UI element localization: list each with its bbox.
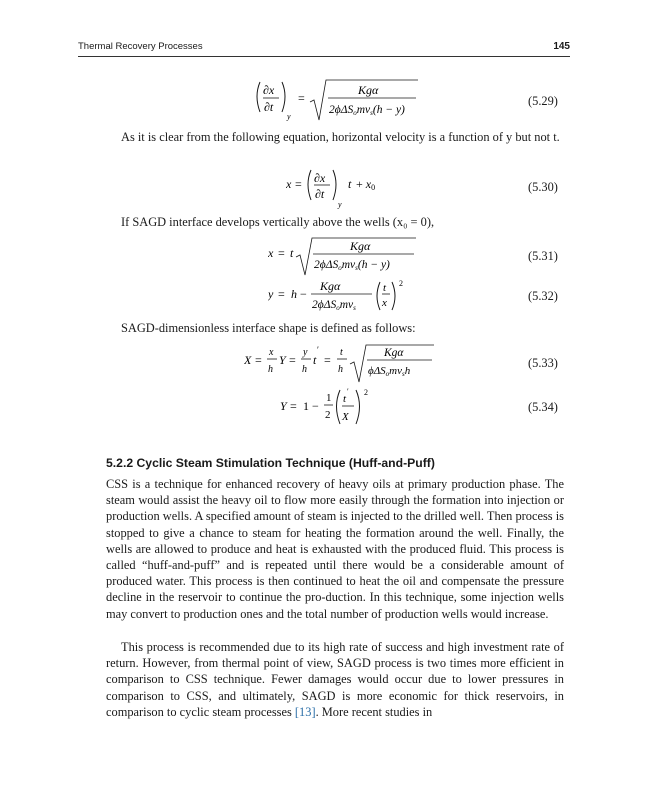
svg-text:1: 1	[303, 399, 309, 413]
equation-5-30	[286, 168, 406, 212]
svg-text:h: h	[268, 364, 273, 375]
svg-text:=: =	[255, 353, 262, 367]
svg-text:ϕΔSomνsh: ϕΔSomνsh	[368, 365, 411, 378]
paragraph-velocity: As it is clear from the following equation, horizontal velocity is a function of y but not t.	[121, 130, 560, 144]
comparison-text: This process is recommended due to its high rate of success and high investment rate of return. However, from thermal point of view, SAGD process is two times more efficient in comparison to CSS technique. Fewer damages would occur due to lower pressures in comparison to CSS, and ultimately, SAGD is more economic for thick reservoirs, in comparison to cyclic steam processes	[106, 640, 564, 719]
equation-5-32	[268, 276, 418, 316]
header-rule	[78, 56, 570, 57]
svg-text:t: t	[343, 393, 347, 405]
svg-text:−: −	[312, 399, 319, 413]
paragraph-css-description: CSS is a technique for enhanced recovery of heavy oils at primary production phase. The steam would assist the heavy oil to flow more easily through the formation into injection or production wells. A specified amount of steam is injected to the drilled well. Then process is stopped to give a chance to steam for heating the formation around the well. Finally, the wells are allowed to produce and heat is exhausted with the produced fluid. This process is called “huff-and-puff” and is repeated until there would be a considerable amount of produced water. This process is then continued to heat the oil and compensate the pressure decline in the reservoir to continue the pro-duction. In this technique, some injection wells may convert to production ones and the total number of production wells would increase.	[106, 477, 564, 621]
equation-5-31	[268, 235, 428, 277]
svg-text:h: h	[291, 287, 297, 301]
equation-5-34	[280, 386, 400, 430]
svg-text:x: x	[268, 246, 274, 260]
svg-text:t: t	[313, 353, 317, 367]
comparison-tail: . More recent studies in	[315, 704, 433, 719]
svg-text:Y: Y	[279, 353, 286, 367]
equation-number-5-31: (5.31)	[528, 249, 558, 263]
svg-text:2: 2	[325, 409, 331, 421]
section-heading: 5.2.2 Cyclic Steam Stimulation Technique (Huff-and-Puff)	[106, 456, 435, 470]
svg-text:Kgα: Kgα	[320, 279, 341, 293]
svg-text:∂x: ∂x	[314, 171, 326, 185]
svg-text:=: =	[298, 91, 305, 105]
svg-text:−: −	[300, 287, 307, 301]
equation-number-5-32: (5.32)	[528, 289, 558, 303]
svg-text:2: 2	[364, 388, 368, 397]
svg-text:=: =	[289, 353, 296, 367]
svg-text:t: t	[340, 347, 343, 358]
svg-text:h: h	[302, 364, 307, 375]
page-number: 145	[553, 41, 570, 52]
svg-text:Kgα: Kgα	[350, 239, 371, 253]
svg-text:′: ′	[347, 387, 349, 396]
equation-number-5-30: (5.30)	[528, 180, 558, 194]
svg-text:2ϕΔSomνs(h − y): 2ϕΔSomνs(h − y)	[329, 104, 405, 117]
svg-text:x: x	[269, 347, 274, 358]
svg-text:′: ′	[317, 345, 319, 355]
svg-text:∂t: ∂t	[315, 187, 325, 201]
svg-text:x: x	[286, 177, 292, 191]
svg-text:=: =	[278, 246, 285, 260]
paragraph-dimensionless: SAGD-dimensionless interface shape is defined as follows:	[121, 321, 416, 335]
svg-text:Y: Y	[280, 399, 287, 413]
svg-text:Kgα: Kgα	[358, 83, 379, 97]
svg-text:y: y	[303, 347, 308, 358]
svg-text:t: t	[290, 246, 294, 260]
svg-text:=: =	[295, 177, 302, 191]
equation-number-5-34: (5.34)	[528, 400, 558, 414]
svg-text:2ϕΔSomνs: 2ϕΔSomνs	[312, 299, 356, 312]
equation-number-5-29: (5.29)	[528, 94, 558, 108]
svg-text:2: 2	[399, 279, 403, 288]
svg-text:=: =	[290, 399, 297, 413]
svg-text:2ϕΔSomνs(h − y): 2ϕΔSomνs(h − y)	[314, 259, 390, 272]
svg-text:t: t	[383, 282, 387, 294]
citation-link[interactable]: [13]	[294, 704, 316, 719]
svg-text:=: =	[324, 353, 331, 367]
svg-text:1: 1	[326, 392, 332, 404]
svg-text:∂t: ∂t	[264, 100, 274, 114]
svg-text:Kgα: Kgα	[384, 347, 404, 359]
equation-5-33	[244, 342, 444, 384]
svg-text:X: X	[342, 411, 349, 423]
svg-text:y: y	[268, 287, 274, 301]
running-header	[78, 41, 570, 55]
svg-text:h: h	[338, 364, 343, 375]
svg-text:y: y	[287, 112, 291, 121]
svg-text:y: y	[338, 200, 342, 209]
paragraph-css-comparison	[106, 639, 564, 720]
svg-text:∂x: ∂x	[263, 83, 275, 97]
svg-text:x: x	[382, 297, 387, 309]
svg-text:=: =	[278, 287, 285, 301]
svg-text:t: t	[348, 177, 352, 191]
svg-text:+ x0: + x0	[356, 177, 376, 192]
equation-5-29	[250, 76, 430, 124]
svg-text:X: X	[244, 353, 252, 367]
running-title: Thermal Recovery Processes	[78, 41, 203, 52]
equation-number-5-33: (5.33)	[528, 356, 558, 370]
paragraph-interface: If SAGD interface develops vertically above the wells (x₀ = 0),	[121, 215, 435, 229]
